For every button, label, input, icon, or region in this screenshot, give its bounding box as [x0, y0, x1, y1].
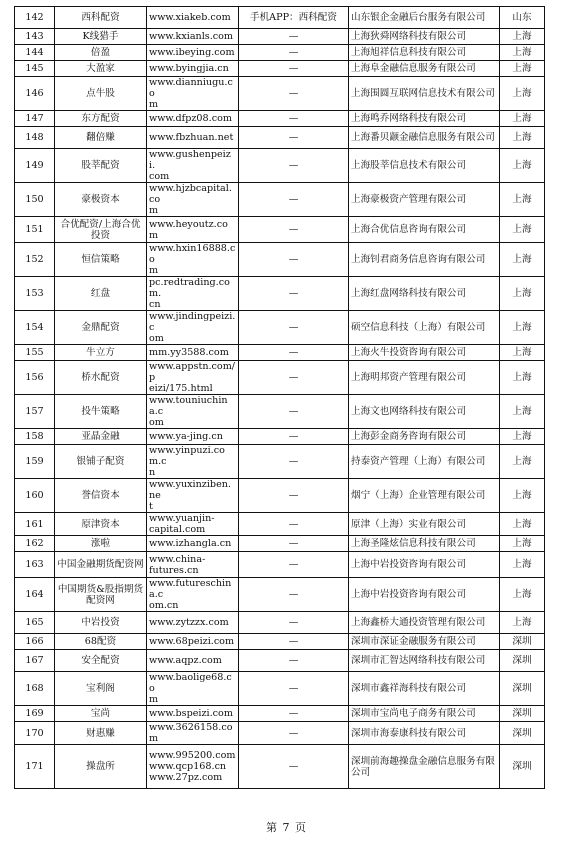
table-row — [15, 311, 545, 345]
company-name: 上海旭祥信息科技有限公司 — [349, 45, 500, 61]
url-line: www.bspeizi.com — [149, 708, 233, 719]
table-row — [15, 706, 545, 722]
city: 深圳 — [500, 650, 545, 672]
platform-url — [147, 672, 239, 706]
city: 山东 — [500, 7, 545, 29]
url-line: www.appstn.com/p — [149, 361, 236, 383]
row-number: 158 — [15, 429, 55, 445]
table-row — [15, 61, 545, 77]
url-line: t — [149, 501, 153, 512]
company-name: 原津（上海）实业有限公司 — [349, 513, 500, 536]
url-line: www.gushenpeizi. — [149, 149, 231, 171]
city: 上海 — [500, 61, 545, 77]
city: 上海 — [500, 111, 545, 127]
row-number: 146 — [15, 77, 55, 111]
city: 上海 — [500, 536, 545, 552]
table-row — [15, 77, 545, 111]
url-line: www.futureschina.c — [149, 578, 232, 600]
app-info: — — [239, 706, 349, 722]
table-row — [15, 513, 545, 536]
table-row — [15, 277, 545, 311]
city: 上海 — [500, 149, 545, 183]
platform-url — [147, 183, 239, 217]
url-line: www.qcp168.cn — [149, 761, 227, 772]
table-row — [15, 578, 545, 612]
url-line: pc.redtrading.com. — [149, 277, 230, 299]
platform-name: 涨啦 — [55, 536, 147, 552]
platform-name: 东方配资 — [55, 111, 147, 127]
platform-name: 豪极资本 — [55, 183, 147, 217]
company-name: 上海红盘网络科技有限公司 — [349, 277, 500, 311]
url-line: www.jindingpeizi.c — [149, 311, 236, 333]
url-line: www.yuanjin- — [149, 513, 215, 524]
platform-name: 誉信资本 — [55, 479, 147, 513]
row-number: 159 — [15, 445, 55, 479]
row-number: 169 — [15, 706, 55, 722]
row-number: 162 — [15, 536, 55, 552]
platform-url — [147, 536, 239, 552]
platform-url — [147, 612, 239, 634]
table-row — [15, 722, 545, 745]
row-number: 151 — [15, 217, 55, 243]
app-info: — — [239, 722, 349, 745]
app-info: — — [239, 111, 349, 127]
company-name: 上海中岩投资咨询有限公司 — [349, 552, 500, 578]
url-line: m — [149, 265, 159, 276]
url-line: www.kxianls.com — [149, 31, 234, 42]
city: 上海 — [500, 243, 545, 277]
city: 上海 — [500, 552, 545, 578]
url-line: www.baolige68.co — [149, 672, 232, 694]
app-info: — — [239, 183, 349, 217]
company-name: 山东银企金融后台服务有限公司 — [349, 7, 500, 29]
platform-name: 原津资本 — [55, 513, 147, 536]
city: 上海 — [500, 277, 545, 311]
platform-name: 点牛股 — [55, 77, 147, 111]
platform-name: 亚晶金融 — [55, 429, 147, 445]
app-info: — — [239, 45, 349, 61]
url-line: www.izhangla.cn — [149, 538, 232, 549]
app-info: — — [239, 513, 349, 536]
platform-url — [147, 395, 239, 429]
platform-name: 投牛策略 — [55, 395, 147, 429]
url-line: www.dfpz08.com — [149, 113, 232, 124]
table-row — [15, 45, 545, 61]
row-number: 152 — [15, 243, 55, 277]
platform-url — [147, 706, 239, 722]
app-info: — — [239, 578, 349, 612]
row-number: 164 — [15, 578, 55, 612]
table-row — [15, 149, 545, 183]
app-info: — — [239, 634, 349, 650]
platform-url — [147, 552, 239, 578]
city: 深圳 — [500, 722, 545, 745]
row-number: 142 — [15, 7, 55, 29]
url-line: m — [149, 99, 159, 110]
table-row — [15, 634, 545, 650]
city: 上海 — [500, 479, 545, 513]
platform-url — [147, 149, 239, 183]
company-name: 上海中岩投资咨询有限公司 — [349, 578, 500, 612]
url-line: www.byingjia.cn — [149, 63, 229, 74]
app-info: — — [239, 479, 349, 513]
platform-url — [147, 45, 239, 61]
company-name: 深圳前海趣操盘金融信息服务有限公司 — [349, 745, 500, 789]
city: 上海 — [500, 311, 545, 345]
platform-name: 财惠赚 — [55, 722, 147, 745]
url-line: capital.com — [149, 524, 206, 535]
table-row — [15, 127, 545, 149]
row-number: 160 — [15, 479, 55, 513]
url-line: www.xiakeb.com — [149, 12, 231, 23]
url-line: www.68peizi.com — [149, 636, 235, 647]
company-name: 上海文也网络科技有限公司 — [349, 395, 500, 429]
company-name: 深圳市深证金融服务有限公司 — [349, 634, 500, 650]
app-info: — — [239, 552, 349, 578]
table-row — [15, 612, 545, 634]
company-name: 上海钊君商务信息咨询有限公司 — [349, 243, 500, 277]
row-number: 148 — [15, 127, 55, 149]
company-name: 深圳市宝尚电子商务有限公司 — [349, 706, 500, 722]
city: 上海 — [500, 578, 545, 612]
city: 上海 — [500, 361, 545, 395]
company-name: 深圳市汇智达网络科技有限公司 — [349, 650, 500, 672]
table-row — [15, 429, 545, 445]
app-info: — — [239, 243, 349, 277]
app-info: — — [239, 429, 349, 445]
company-name: 上海鑫桥大通投资管理有限公司 — [349, 612, 500, 634]
url-line: com — [149, 171, 170, 182]
table-row — [15, 672, 545, 706]
row-number: 149 — [15, 149, 55, 183]
platform-name: 红盘 — [55, 277, 147, 311]
company-name: 深圳市鑫祥海科技有限公司 — [349, 672, 500, 706]
url-line: www.dianniugu.co — [149, 77, 233, 99]
company-name: 上海鸣乔网络科技有限公司 — [349, 111, 500, 127]
app-info: — — [239, 277, 349, 311]
row-number: 147 — [15, 111, 55, 127]
url-line: www.china- — [149, 553, 206, 565]
row-number: 168 — [15, 672, 55, 706]
city: 上海 — [500, 395, 545, 429]
app-info: — — [239, 345, 349, 361]
platform-url — [147, 361, 239, 395]
platform-name: 中岩投资 — [55, 612, 147, 634]
platform-table — [14, 6, 545, 789]
company-name: 上海狄舜网络科技有限公司 — [349, 29, 500, 45]
company-name: 深圳市海泰康科技有限公司 — [349, 722, 500, 745]
url-line: www.995200.com — [149, 750, 236, 761]
company-name: 上海番贝颛金融信息服务有限公司 — [349, 127, 500, 149]
city: 上海 — [500, 345, 545, 361]
platform-name: 牛立方 — [55, 345, 147, 361]
row-number: 156 — [15, 361, 55, 395]
platform-name: 操盘所 — [55, 745, 147, 789]
city: 上海 — [500, 77, 545, 111]
platform-name: 西科配资 — [55, 7, 147, 29]
row-number: 154 — [15, 311, 55, 345]
platform-name: 合优配资/上海合优投资 — [55, 217, 147, 243]
city: 上海 — [500, 127, 545, 149]
city: 深圳 — [500, 672, 545, 706]
city: 深圳 — [500, 634, 545, 650]
platform-name: 安全配资 — [55, 650, 147, 672]
app-info: — — [239, 127, 349, 149]
city: 上海 — [500, 183, 545, 217]
row-number: 144 — [15, 45, 55, 61]
table-row — [15, 745, 545, 789]
url-line: om.cn — [149, 600, 179, 611]
row-number: 166 — [15, 634, 55, 650]
table-row — [15, 7, 545, 29]
table-row — [15, 445, 545, 479]
platform-url — [147, 243, 239, 277]
platform-name: 金鼎配资 — [55, 311, 147, 345]
company-name: 上海阜金融信息服务有限公司 — [349, 61, 500, 77]
url-line: www.hxin16888.co — [149, 243, 236, 265]
city: 上海 — [500, 29, 545, 45]
url-line: www.touniuchina.c — [149, 395, 228, 417]
url-line: futures.cn — [149, 564, 199, 576]
url-line: m — [149, 205, 159, 216]
app-info: — — [239, 395, 349, 429]
table-row — [15, 536, 545, 552]
platform-url — [147, 277, 239, 311]
platform-url — [147, 127, 239, 149]
url-line: www.hjzbcapital.co — [149, 183, 232, 205]
url-line: www.3626158.com — [149, 722, 233, 744]
url-line: www.fbzhuan.net — [149, 132, 234, 143]
url-line: www.27pz.com — [149, 772, 223, 783]
app-info: — — [239, 149, 349, 183]
app-info: — — [239, 77, 349, 111]
company-name: 上海明邦资产管理有限公司 — [349, 361, 500, 395]
page-number: 第 7 页 — [266, 821, 307, 834]
city: 上海 — [500, 45, 545, 61]
table-body — [15, 7, 545, 789]
row-number: 167 — [15, 650, 55, 672]
app-info: — — [239, 29, 349, 45]
platform-url — [147, 61, 239, 77]
url-line: www.yuxinziben.ne — [149, 479, 231, 501]
url-line: www.zytzzx.com — [149, 617, 229, 628]
company-name: 上海股莘信息技术有限公司 — [349, 149, 500, 183]
city: 上海 — [500, 513, 545, 536]
table-row — [15, 183, 545, 217]
platform-name: 宝利阁 — [55, 672, 147, 706]
platform-name: 宝尚 — [55, 706, 147, 722]
url-line: mm.yy3588.com — [149, 347, 229, 358]
row-number: 165 — [15, 612, 55, 634]
platform-name: 大盈家 — [55, 61, 147, 77]
platform-url — [147, 578, 239, 612]
app-info: — — [239, 672, 349, 706]
platform-name: 68配资 — [55, 634, 147, 650]
url-line: n — [149, 467, 156, 478]
table-row — [15, 395, 545, 429]
url-line: www.aqpz.com — [149, 655, 222, 666]
platform-name: 股莘配资 — [55, 149, 147, 183]
platform-name: 恒信策略 — [55, 243, 147, 277]
company-name: 上海圣隆炫信息科技有限公司 — [349, 536, 500, 552]
city: 上海 — [500, 217, 545, 243]
table-row — [15, 29, 545, 45]
company-name: 持泰资产管理（上海）有限公司 — [349, 445, 500, 479]
platform-name: 桥水配资 — [55, 361, 147, 395]
table-row — [15, 217, 545, 243]
platform-url — [147, 745, 239, 789]
row-number: 153 — [15, 277, 55, 311]
platform-url — [147, 29, 239, 45]
table-row — [15, 552, 545, 578]
city: 上海 — [500, 612, 545, 634]
row-number: 145 — [15, 61, 55, 77]
url-line: m — [149, 694, 159, 705]
row-number: 150 — [15, 183, 55, 217]
url-line: eizi/175.html — [149, 383, 213, 394]
company-name: 上海火牛投资咨询有限公司 — [349, 345, 500, 361]
city: 上海 — [500, 445, 545, 479]
app-info: — — [239, 612, 349, 634]
row-number: 171 — [15, 745, 55, 789]
platform-url — [147, 445, 239, 479]
table-row — [15, 361, 545, 395]
app-info: — — [239, 361, 349, 395]
platform-url — [147, 345, 239, 361]
platform-url — [147, 479, 239, 513]
url-line: www.yinpuzi.com.c — [149, 445, 225, 467]
url-line: om — [149, 417, 164, 428]
platform-name: K线猎手 — [55, 29, 147, 45]
platform-name: 翻倍赚 — [55, 127, 147, 149]
row-number: 163 — [15, 552, 55, 578]
platform-url — [147, 634, 239, 650]
app-info: — — [239, 217, 349, 243]
platform-url — [147, 217, 239, 243]
platform-name: 中国金融期货配资网 — [55, 552, 147, 578]
table-row — [15, 345, 545, 361]
platform-url — [147, 311, 239, 345]
row-number: 170 — [15, 722, 55, 745]
platform-name: 倍盈 — [55, 45, 147, 61]
platform-name: 中国期货&股指期货配资网 — [55, 578, 147, 612]
platform-url — [147, 722, 239, 745]
table-row — [15, 479, 545, 513]
table-row — [15, 650, 545, 672]
app-info: — — [239, 745, 349, 789]
row-number: 155 — [15, 345, 55, 361]
platform-name: 银铺子配资 — [55, 445, 147, 479]
platform-url — [147, 7, 239, 29]
city: 深圳 — [500, 706, 545, 722]
url-line: om — [149, 333, 164, 344]
table-row — [15, 111, 545, 127]
platform-url — [147, 111, 239, 127]
table-row — [15, 243, 545, 277]
url-line: www.heyoutz.com — [149, 218, 228, 241]
company-name: 上海彭金商务咨询有限公司 — [349, 429, 500, 445]
url-line: cn — [149, 299, 161, 310]
company-name: 硕空信息科技（上海）有限公司 — [349, 311, 500, 345]
app-info: — — [239, 650, 349, 672]
app-info: — — [239, 445, 349, 479]
platform-url — [147, 513, 239, 536]
row-number: 143 — [15, 29, 55, 45]
company-name: 烟宁（上海）企业管理有限公司 — [349, 479, 500, 513]
city: 深圳 — [500, 745, 545, 789]
platform-url — [147, 429, 239, 445]
city: 上海 — [500, 429, 545, 445]
app-info: 手机APP：西科配资 — [239, 7, 349, 29]
url-line: www.ya-jing.cn — [149, 431, 223, 442]
app-info: — — [239, 536, 349, 552]
company-name: 上海围圆互联网信息技术有限公司 — [349, 77, 500, 111]
platform-url — [147, 77, 239, 111]
platform-url — [147, 650, 239, 672]
app-info: — — [239, 61, 349, 77]
row-number: 157 — [15, 395, 55, 429]
app-info: — — [239, 311, 349, 345]
company-name: 上海合优信息咨询有限公司 — [349, 217, 500, 243]
url-line: www.ibeying.com — [149, 47, 235, 58]
row-number: 161 — [15, 513, 55, 536]
company-name: 上海豪极资产管理有限公司 — [349, 183, 500, 217]
